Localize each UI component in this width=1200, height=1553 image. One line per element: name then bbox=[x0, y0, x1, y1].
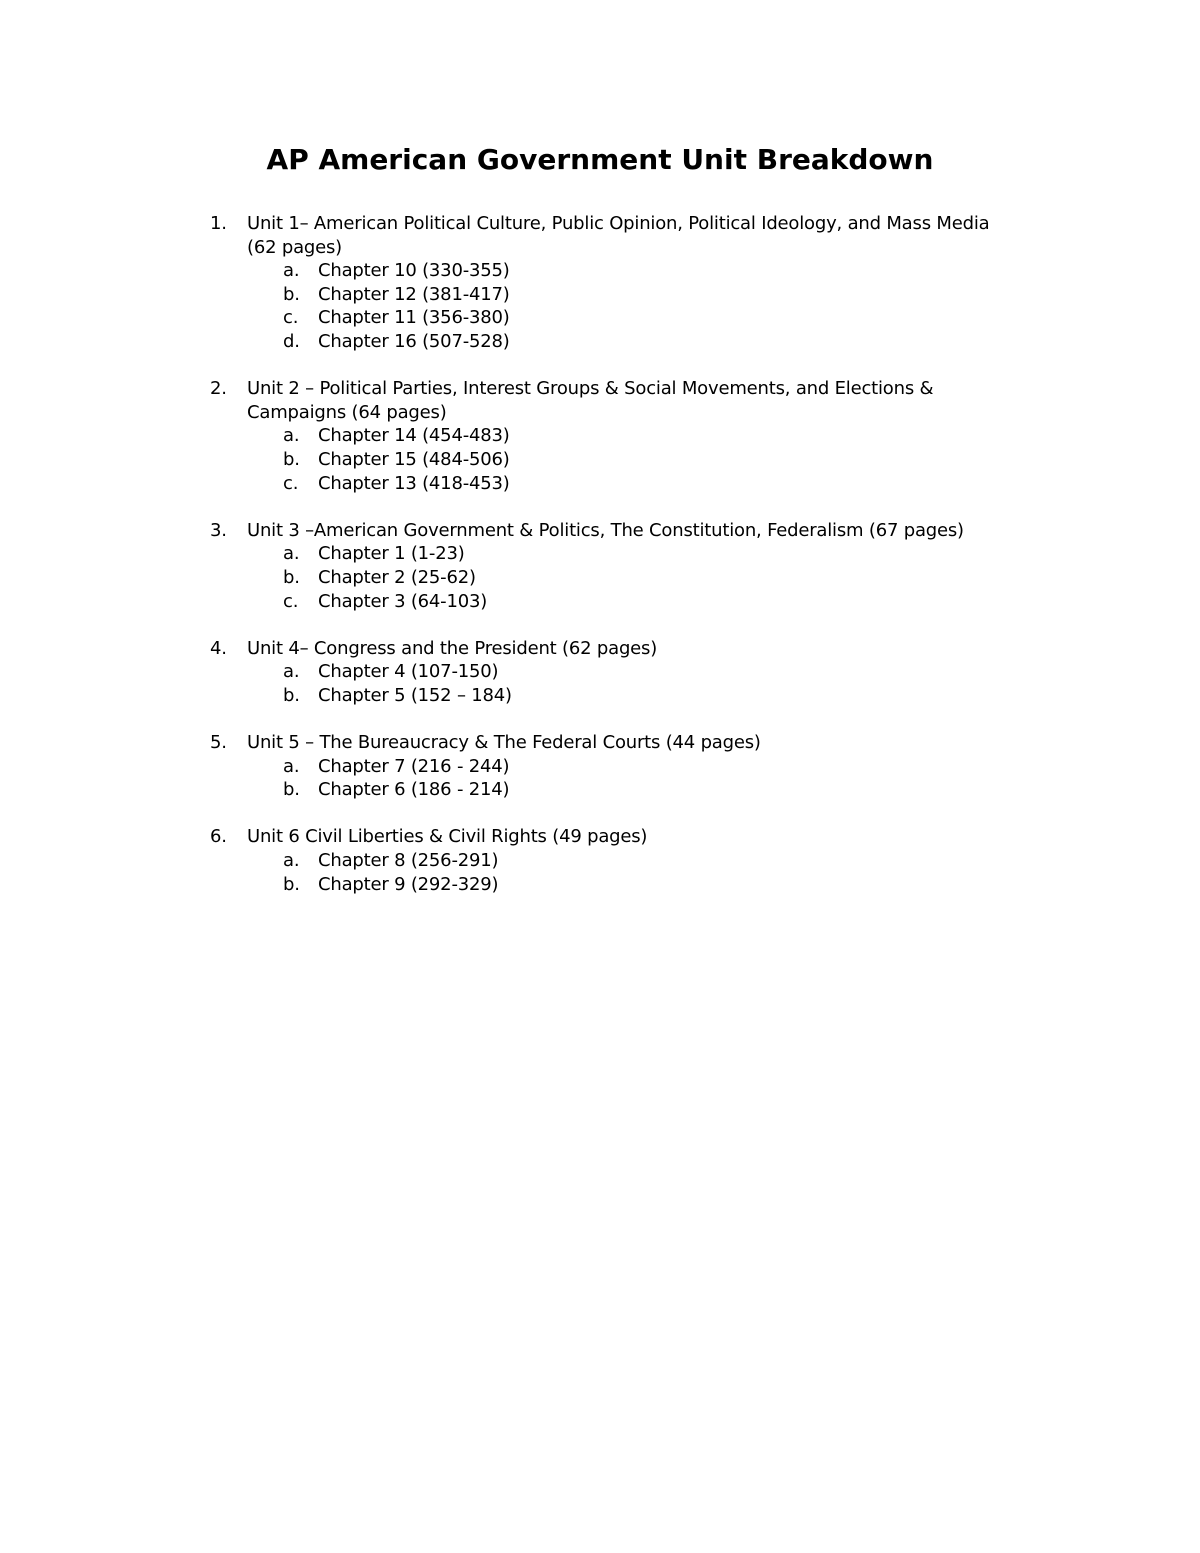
chapter-item bbox=[247, 660, 1010, 684]
chapter-letter: b. bbox=[283, 873, 300, 895]
chapter-item bbox=[247, 849, 1010, 873]
unit-list bbox=[210, 212, 1010, 920]
chapter-item bbox=[247, 283, 1010, 307]
unit-item bbox=[210, 212, 1010, 354]
chapter-letter: b. bbox=[283, 566, 300, 588]
chapter-text: Chapter 8 (256-291) bbox=[318, 850, 499, 872]
chapter-list bbox=[247, 542, 1010, 613]
chapter-text: Chapter 12 (381-417) bbox=[318, 283, 510, 305]
chapter-item bbox=[247, 778, 1010, 802]
unit-number: 3. bbox=[210, 519, 227, 541]
chapter-letter: c. bbox=[283, 472, 299, 494]
chapter-list bbox=[247, 660, 1010, 707]
unit-title: Unit 1– American Political Culture, Public Opinion, Political Ideology, and Mass Media (62 pages) bbox=[247, 213, 990, 258]
chapter-text: Chapter 2 (25-62) bbox=[318, 566, 476, 588]
chapter-list bbox=[247, 259, 1010, 353]
chapter-letter: a. bbox=[283, 260, 300, 282]
chapter-item bbox=[247, 448, 1010, 472]
chapter-text: Chapter 9 (292-329) bbox=[318, 873, 499, 895]
unit-number: 2. bbox=[210, 378, 227, 400]
chapter-letter: b. bbox=[283, 684, 300, 706]
chapter-text: Chapter 7 (216 - 244) bbox=[318, 755, 510, 777]
unit-item bbox=[210, 519, 1010, 613]
chapter-item bbox=[247, 590, 1010, 614]
unit-title: Unit 5 – The Bureaucracy & The Federal Courts (44 pages) bbox=[247, 732, 761, 754]
chapter-letter: a. bbox=[283, 543, 300, 565]
chapter-item bbox=[247, 755, 1010, 779]
chapter-item bbox=[247, 873, 1010, 897]
unit-number: 5. bbox=[210, 732, 227, 754]
chapter-list bbox=[247, 424, 1010, 495]
unit-title: Unit 4– Congress and the President (62 pages) bbox=[247, 637, 658, 659]
chapter-text: Chapter 3 (64-103) bbox=[318, 590, 488, 612]
chapter-text: Chapter 13 (418-453) bbox=[318, 472, 510, 494]
chapter-letter: b. bbox=[283, 779, 300, 801]
chapter-text: Chapter 15 (484-506) bbox=[318, 448, 510, 470]
page-title: AP American Government Unit Breakdown bbox=[266, 143, 934, 176]
chapter-item bbox=[247, 542, 1010, 566]
chapter-item bbox=[247, 566, 1010, 590]
chapter-text: Chapter 6 (186 - 214) bbox=[318, 779, 510, 801]
chapter-text: Chapter 1 (1-23) bbox=[318, 543, 465, 565]
chapter-text: Chapter 11 (356-380) bbox=[318, 307, 510, 329]
chapter-text: Chapter 16 (507-528) bbox=[318, 330, 510, 352]
chapter-letter: c. bbox=[283, 307, 299, 329]
unit-item bbox=[210, 731, 1010, 802]
chapter-text: Chapter 4 (107-150) bbox=[318, 661, 499, 683]
chapter-letter: a. bbox=[283, 850, 300, 872]
unit-title: Unit 2 – Political Parties, Interest Groups & Social Movements, and Elections & Campaigns (64 pages) bbox=[247, 378, 934, 423]
unit-number: 6. bbox=[210, 826, 227, 848]
chapter-letter: b. bbox=[283, 448, 300, 470]
unit-item bbox=[210, 825, 1010, 896]
unit-number: 1. bbox=[210, 213, 227, 234]
unit-number: 4. bbox=[210, 637, 227, 659]
chapter-text: Chapter 5 (152 – 184) bbox=[318, 684, 512, 706]
chapter-item bbox=[247, 424, 1010, 448]
chapter-letter: d. bbox=[283, 330, 300, 352]
chapter-item bbox=[247, 306, 1010, 330]
chapter-letter: a. bbox=[283, 755, 300, 777]
chapter-letter: b. bbox=[283, 283, 300, 305]
chapter-letter: a. bbox=[283, 661, 300, 683]
chapter-letter: c. bbox=[283, 590, 299, 612]
chapter-item bbox=[247, 684, 1010, 708]
chapter-item bbox=[247, 330, 1010, 354]
unit-title: Unit 6 Civil Liberties & Civil Rights (49 pages) bbox=[247, 826, 648, 848]
chapter-text: Chapter 14 (454-483) bbox=[318, 425, 510, 447]
unit-item bbox=[210, 377, 1010, 495]
chapter-list bbox=[247, 755, 1010, 802]
chapter-item bbox=[247, 472, 1010, 496]
chapter-item bbox=[247, 259, 1010, 283]
chapter-text: Chapter 10 (330-355) bbox=[318, 260, 510, 282]
chapter-list bbox=[247, 849, 1010, 896]
unit-item bbox=[210, 637, 1010, 708]
unit-title: Unit 3 –American Government & Politics, The Constitution, Federalism (67 pages) bbox=[247, 519, 964, 541]
chapter-letter: a. bbox=[283, 425, 300, 447]
